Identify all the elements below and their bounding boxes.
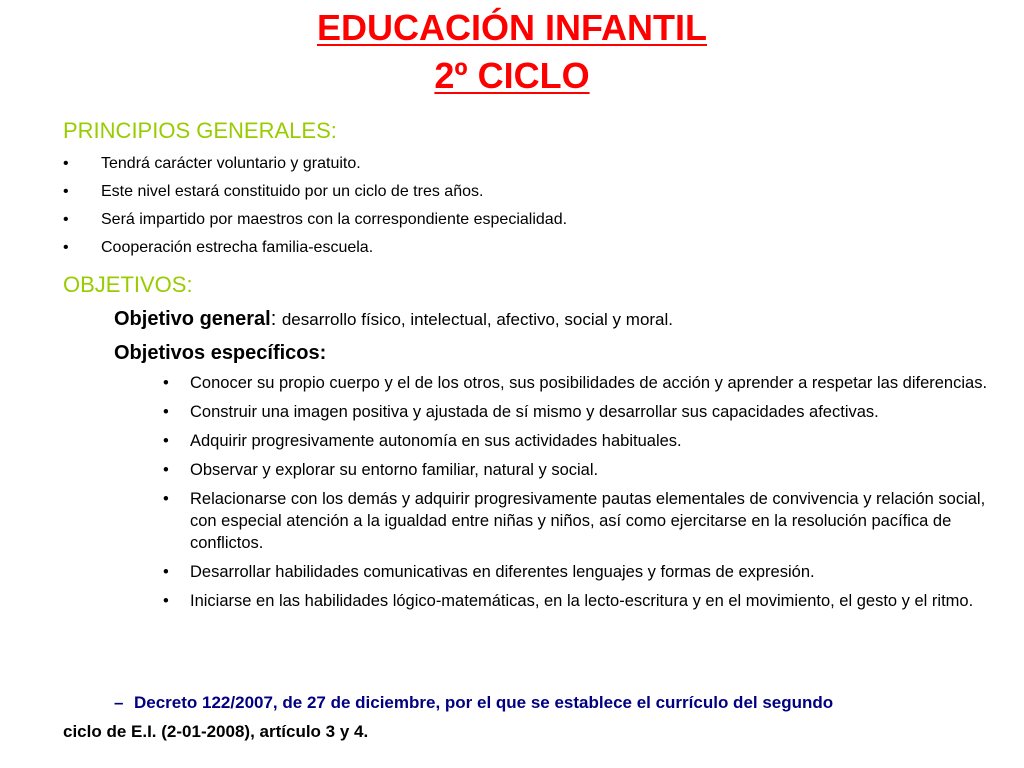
decreto-reference xyxy=(63,688,983,746)
objetivo-item: • Construir una imagen positiva y ajustada de sí mismo y desarrollar sus capacidades afectivas. xyxy=(163,401,993,423)
objetivo-general-text: desarrollo físico, intelectual, afectivo, social y moral. xyxy=(281,310,674,329)
objetivos-especificos-label: Objetivos específicos xyxy=(114,342,320,364)
objetivos-heading: OBJETIVOS: xyxy=(63,272,193,297)
title-line-2: 2º CICLO xyxy=(434,55,590,96)
objetivo-item: • Desarrollar habilidades comunicativas en diferentes lenguajes y formas de expresión. xyxy=(163,561,993,583)
decreto-text-black: ciclo de E.I. (2-01-2008), artículo 3 y 4. xyxy=(63,722,369,741)
objetivo-general xyxy=(114,307,673,332)
objetivos-especificos-list xyxy=(163,372,993,619)
principios-item: • Este nivel estará constituido por un ciclo de tres años. xyxy=(63,182,567,201)
objetivo-item: • Adquirir progresivamente autonomía en sus actividades habituales. xyxy=(163,430,993,452)
decreto-text-blue: Decreto 122/2007, de 27 de diciembre, por el que se establece el currículo del segundo xyxy=(134,693,834,712)
objetivo-item: • Conocer su propio cuerpo y el de los otros, sus posibilidades de acción y aprender a respetar las diferencias. xyxy=(163,372,993,394)
principios-item: • Tendrá carácter voluntario y gratuito. xyxy=(63,154,567,173)
decreto-dash xyxy=(63,688,124,717)
decreto-dash-glyph: – xyxy=(114,693,124,712)
title-line-1: EDUCACIÓN INFANTIL xyxy=(317,7,707,48)
objetivos-especificos-colon: : xyxy=(319,342,327,364)
objetivo-general-label: Objetivo general xyxy=(114,308,271,330)
objetivo-item: • Relacionarse con los demás y adquirir progresivamente pautas elementales de convivencia y relación social, con especial atención a la igualdad entre niñas y niños, así como ejercitarse en la resolución pacífica de conflictos. xyxy=(163,488,993,554)
principios-item: • Será impartido por maestros con la correspondiente especialidad. xyxy=(63,210,567,229)
principios-item: • Cooperación estrecha familia-escuela. xyxy=(63,238,567,257)
principios-list xyxy=(63,154,567,266)
objetivo-general-colon: : xyxy=(270,308,282,330)
objetivo-item: • Observar y explorar su entorno familiar, natural y social. xyxy=(163,459,993,481)
principios-heading: PRINCIPIOS GENERALES: xyxy=(63,118,337,143)
objetivos-especificos xyxy=(114,341,326,365)
objetivo-item: • Iniciarse en las habilidades lógico-matemáticas, en la lecto-escritura y en el movimiento, el gesto y el ritmo. xyxy=(163,590,993,612)
